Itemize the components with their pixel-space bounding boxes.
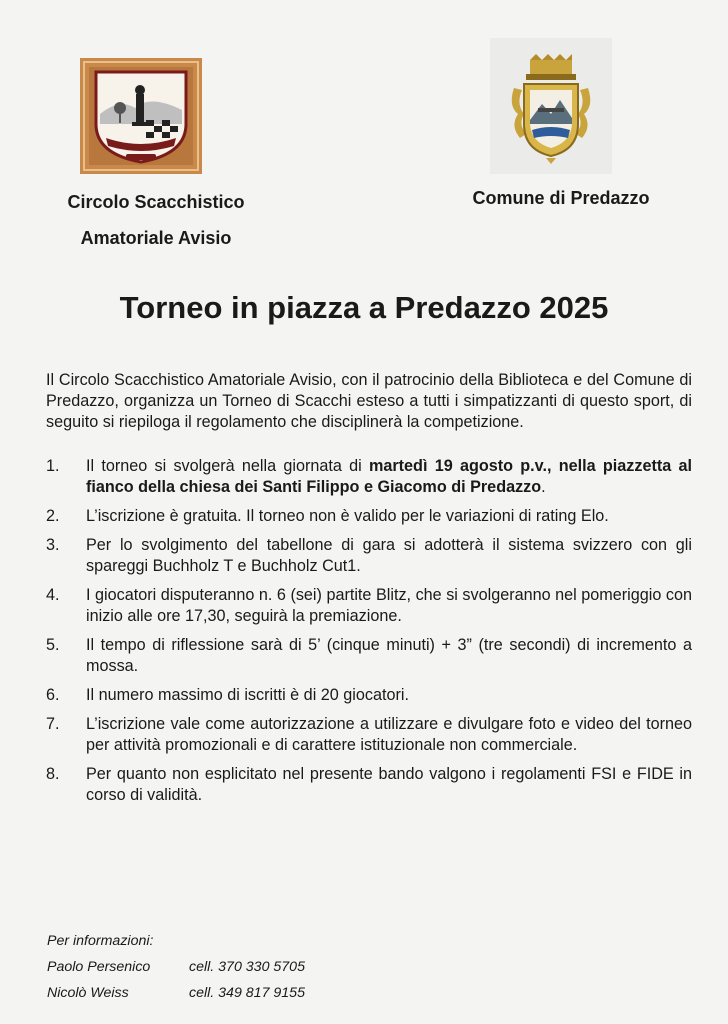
municipal-coat-of-arms-icon [508, 54, 594, 164]
contact-phone: cell. 370 330 5705 [189, 959, 305, 975]
contact-name: Nicolò Weiss [47, 985, 129, 1001]
rule-number: 5. [46, 636, 60, 654]
rule-text [86, 456, 692, 498]
chess-club-name [40, 184, 272, 256]
rule-item [46, 456, 692, 498]
comune-logo-panel [490, 38, 612, 174]
contact-name: Paolo Persenico [47, 959, 151, 975]
rule-number: 8. [46, 765, 60, 783]
contact-heading: Per informazioni: [47, 933, 154, 949]
rule-number: 1. [46, 457, 60, 475]
rule-text: Il numero massimo di iscritti è di 20 giocatori. [86, 686, 409, 704]
rule-text-pre: Il torneo si svolgerà nella giornata di [86, 457, 369, 475]
rule-text-bold: martedì 19 agosto p.v., nella piazzetta al fianco della chiesa dei Santi Filippo e Giacomo di Predazzo [86, 457, 692, 496]
rule-item [46, 685, 692, 706]
contact-phone: cell. 349 817 9155 [189, 985, 305, 1001]
rule-number: 3. [46, 536, 60, 554]
rule-text: I giocatori disputeranno n. 6 (sei) partite Blitz, che si svolgeranno nel pomeriggio con inizio alle ore 17,30, seguirà la premiazione. [86, 586, 692, 625]
rule-item [46, 635, 692, 677]
chess-club-crest-icon [80, 58, 202, 174]
rule-number: 7. [46, 715, 60, 733]
rule-text: Per quanto non esplicitato nel presente bando valgono i regolamenti FSI e FIDE in corso di validità. [86, 765, 692, 804]
rule-item [46, 506, 692, 527]
rule-number: 6. [46, 686, 60, 704]
contact-info [47, 928, 447, 1006]
rule-item [46, 714, 692, 756]
rule-item [46, 764, 692, 806]
rule-text: L’iscrizione vale come autorizzazione a utilizzare e divulgare foto e video del torneo per attività promozionali e di carattere istituzionale non commerciale. [86, 715, 692, 754]
chess-club-name-line2: Amatoriale Avisio [80, 228, 232, 248]
rules-list [46, 456, 692, 814]
contact-row [47, 980, 447, 1006]
contact-row [47, 954, 447, 980]
rule-text: Il tempo di riflessione sarà di 5’ (cinque minuti) + 3” (tre secondi) di incremento a mossa. [86, 636, 692, 675]
rule-number: 2. [46, 507, 60, 525]
rule-text: Per lo svolgimento del tabellone di gara si adotterà il sistema svizzero con gli spareggi Buchholz T e Buchholz Cut1. [86, 536, 692, 575]
rule-text: L’iscrizione è gratuita. Il torneo non è valido per le variazioni di rating Elo. [86, 507, 609, 525]
rule-number: 4. [46, 586, 60, 604]
rule-item [46, 535, 692, 577]
comune-name: Comune di Predazzo [472, 188, 650, 208]
rule-text-post: . [541, 478, 546, 496]
page-title: Torneo in piazza a Predazzo 2025 [119, 290, 609, 325]
rule-item [46, 585, 692, 627]
chess-club-name-line1: Circolo Scacchistico [67, 192, 245, 212]
intro-paragraph: Il Circolo Scacchistico Amatoriale Avisio, con il patrocinio della Biblioteca e del Comune di Predazzo, organizza un Torneo di Scacchi esteso a tutti i simpatizzanti di questo sport, di seguito si riepiloga il regolamento che disciplinerà la competizione. [46, 371, 692, 431]
